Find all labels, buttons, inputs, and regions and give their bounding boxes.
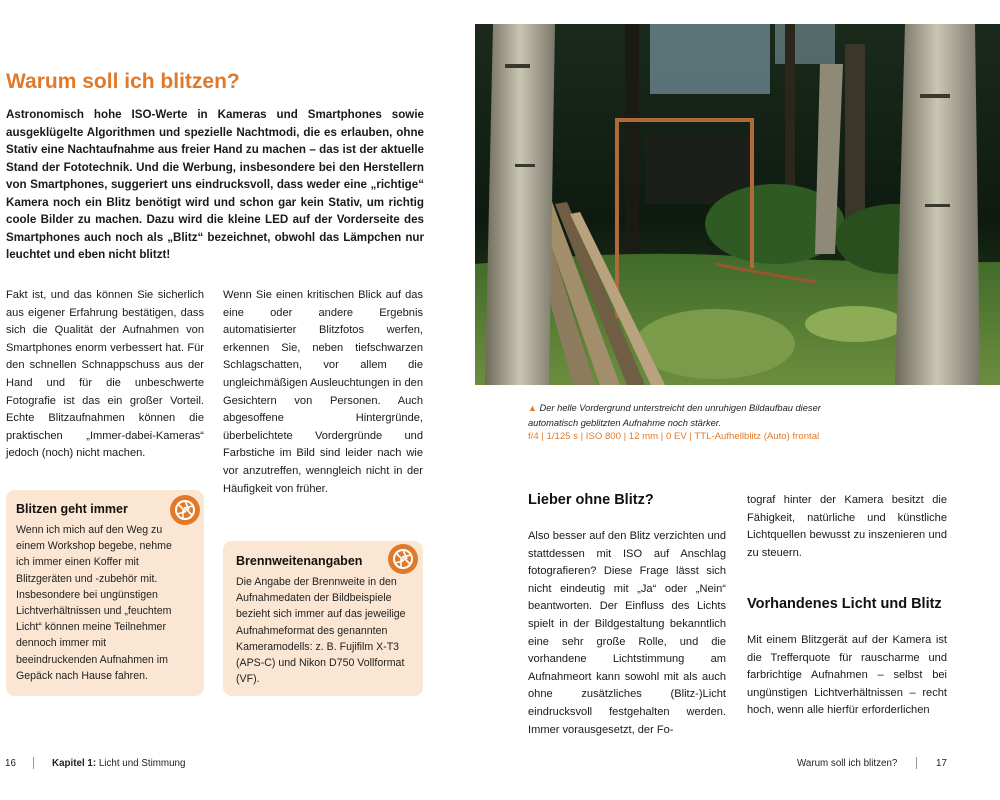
section-body-lieber: Also besser auf den Blitz verzichten und stattdessen mit ISO auf Anschlag fotografieren? Diese Frage lässt sich nicht eindeutig mit „Ja“ oder „Nein“ beantworten. Der Einfluss des Lichts spielt in der Bildgestaltung bekanntlich eine sehr große Rolle, und die vorhandene Lichtstimmung am Aufnahmeort kann sowohl mit als auch ohne zusätzliches (Blitz-)Licht eindrucksvoll festgehalten werden. Immer vorausgesetzt, der Fo- xyxy=(528,530,726,736)
footer-running-title: Warum soll ich blitzen? xyxy=(797,758,898,769)
intro-paragraph: Astronomisch hohe ISO-Werte in Kameras und Smartphones sowie ausgeklügelte Algorithmen und spezielle Nachtmodi, die es erlauben, ohne Stativ eine Nachtaufnahme aus freier Hand zu machen – das ist der aktuelle Stand der Fototechnik. Und die Werbung, insbesondere bei den Herstellern von Smartphones, suggeriert uns eindrucksvoll, dass weder eine „richtige“ Kamera noch ein Blitz benötigt wird und schon gar kein Stativ, um richtig coole Bilder zu machen. Dazu wird die kleine LED auf der Vorderseite des Smartphones auch noch als „Blitz“ bezeichnet, obwohl das Lämpchen nur leuchtet und eben nicht blitzt! xyxy=(6,108,424,261)
body-column-right-top: tograf hinter der Kamera besitzt die Fähigkeit, natürliche und künstliche Lichtquellen bewusst zu inszenieren und zu steuern. xyxy=(747,494,947,559)
footer-divider xyxy=(33,757,34,769)
info-box-brennweiten xyxy=(223,541,423,696)
body-column-1: Fakt ist, und das können Sie sicherlich aus eigener Erfahrung bestätigen, dass sich die Qualität der Aufnahmen von Smartphones enorm verbessert hat. Für den schnellen Schnappschuss aus der Hand und für die unbeschwerte Fotografie ist das ein großer Vorteil. Echte Blitzaufnahmen können die praktischen „Immer-dabei-Kameras“ jedoch (noch) nicht machen. xyxy=(6,289,204,460)
info-box-title: Blitzen geht immer xyxy=(16,502,128,516)
forest-flash-photo xyxy=(475,24,1000,385)
caption-text: Der helle Vordergrund unterstreicht den unruhigen Bildaufbau dieser automatisch geblitzten Aufnahme noch stärker. xyxy=(528,403,821,428)
camera-aperture-icon xyxy=(388,544,418,574)
info-box-title: Brennweitenangaben xyxy=(236,554,363,568)
info-box-text: Die Angabe der Brennweite in den Aufnahmedaten der Bildbeispiele bezieht sich immer auf das jeweilige Aufnahmeformat des genannten Kameramodells: z. B. Fujifilm X-T3 (APS-C) und Nikon D750 Vollformat (VF). xyxy=(236,576,406,686)
footer-divider xyxy=(916,757,917,769)
caption-marker-icon: ▲ xyxy=(528,403,537,413)
exif-line: f/4 | 1/125 s | ISO 800 | 12 mm | 0 EV | TTL-Aufhellblitz (Auto) frontal xyxy=(528,431,820,442)
section-heading-vorhandenes: Vorhandenes Licht und Blitz xyxy=(747,596,942,612)
page-number-left: 16 xyxy=(5,758,16,769)
footer-chapter xyxy=(52,758,185,769)
body-column-2: Wenn Sie einen kritischen Blick auf das eine oder andere Ergebnis automatisierter Blitzfotos werfen, erkennen Sie, neben tiefschwarzen Schlagschatten, vor allem die ungleichmäßigen Ausleuchtungen in den Gesichtern von Personen. Auch abgesoffene Hintergründe, überbelichtete Vordergründe und Farbstiche im Bild sind leider nach wie vor anzutreffen, wenngleich nicht in der Häufigkeit von früher. xyxy=(223,289,423,495)
page-title: Warum soll ich blitzen? xyxy=(6,70,240,93)
page-number-right: 17 xyxy=(936,758,947,769)
camera-aperture-icon xyxy=(170,495,200,525)
photo-caption xyxy=(528,401,858,430)
section-body-vorhandenes: Mit einem Blitzgerät auf der Kamera ist die Trefferquote für rauscharme und farbrichtige Aufnahmen – selbst bei ungünstigen Lichtverhältnissen – recht hoch, wenn alle hierfür erforderlichen xyxy=(747,634,947,717)
footer-chapter-label: Kapitel 1: xyxy=(52,758,97,769)
info-box-text: Wenn ich mich auf den Weg zu einem Workshop begebe, nehme ich immer einen Koffer mit Blitzgeräten und -zubehör mit. Insbesondere bei ungünstigen Lichtverhältnissen und „feuchtem Licht“ können meine Teilnehmer dennoch immer mit beeindruckenden Aufnahmen im Gepäck nach Hause fahren. xyxy=(16,524,172,682)
info-box-blitzen xyxy=(6,490,204,696)
section-heading-lieber: Lieber ohne Blitz? xyxy=(528,492,654,508)
footer-chapter-title: Licht und Stimmung xyxy=(98,758,186,769)
